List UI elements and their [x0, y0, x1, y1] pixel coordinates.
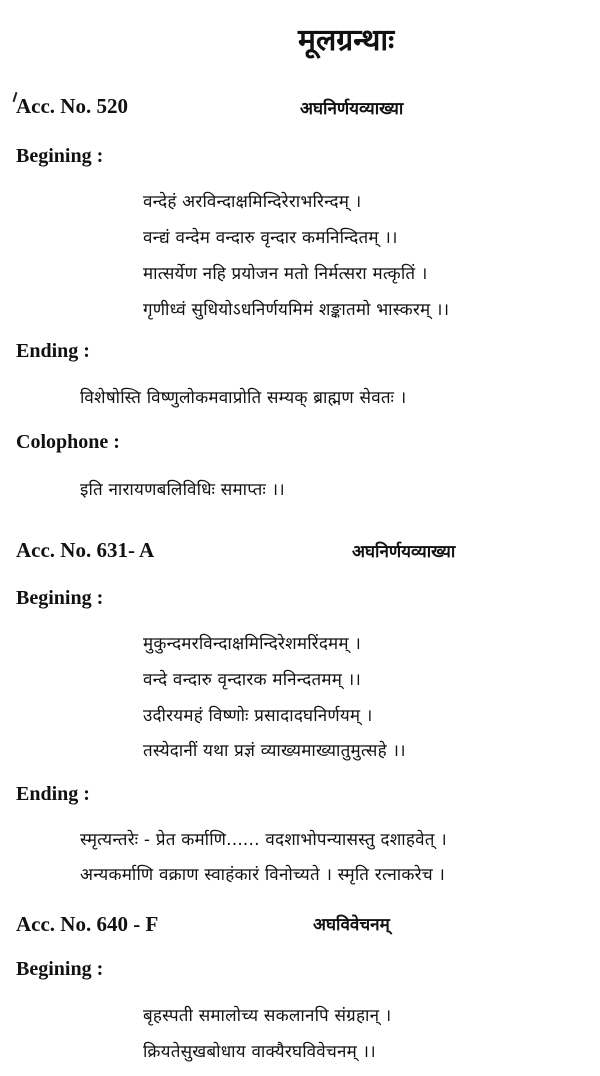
- verse-line: क्रियतेसुखबोधाय वाक्यैरघविवेचनम् ।।: [143, 1042, 376, 1062]
- ending-label: Ending :: [16, 783, 90, 805]
- work-title: अघनिर्णयव्याख्या: [352, 542, 456, 562]
- verse-line: विशेषोस्ति विष्णुलोकमवाप्रोति सम्यक् ब्राह्मण सेवतः ।: [80, 388, 407, 408]
- verse-line: वन्द्यं वन्देम वन्दारु वृन्दार कमनिन्दितम् ।।: [143, 228, 398, 248]
- work-title: अघविवेचनम्: [313, 915, 390, 935]
- acc-number: Acc. No. 640 - F: [16, 912, 159, 936]
- beginning-label: Begining :: [16, 587, 104, 609]
- colophon-text: इति नारायणबलिविधिः समाप्तः ।।: [80, 480, 285, 500]
- page-title: मूलग्रन्थाः: [298, 23, 395, 58]
- ending-label: Ending :: [16, 340, 90, 362]
- verse-line: स्मृत्यन्तरेः - प्रेत कर्माणि...... वदशाभोपन्यासस्तु दशाहवेत् ।: [80, 830, 447, 850]
- verse-line: मात्सर्येण नहि प्रयोजन मतो निर्मत्सरा मत्कृतिं ।: [143, 264, 428, 284]
- colophon-label: Colophone :: [16, 431, 120, 453]
- beginning-label: Begining :: [16, 145, 104, 167]
- verse-line: उदीरयमहं विष्णोः प्रसादादघनिर्णयम् ।: [143, 706, 373, 726]
- verse-line: मुकुन्दमरविन्दाक्षमिन्दिरेशमरिंदमम् ।: [143, 634, 362, 654]
- work-title: अघनिर्णयव्याख्या: [300, 99, 404, 119]
- beginning-label: Begining :: [16, 958, 104, 980]
- verse-line: बृहस्पती समालोच्य सकलानपि संग्रहान् ।: [143, 1006, 392, 1026]
- verse-line: वन्देहं अरविन्दाक्षमिन्दिरेराभरिन्दम् ।: [143, 192, 362, 212]
- verse-line: अन्यकर्माणि वक्राण स्वाहंकारं विनोच्यते । स्मृति रत्नाकरेच ।: [80, 865, 446, 885]
- verse-line: वन्दे वन्दारु वृन्दारक मनिन्दतमम् ।।: [143, 670, 361, 690]
- acc-number: Acc. No. 520: [16, 94, 128, 118]
- verse-line: गृणीध्वं सुधियोऽधनिर्णयमिमं शङ्कातमो भास्करम् ।।: [143, 300, 450, 320]
- verse-line: तस्येदानीं यथा प्रज्ञं व्याख्यमाख्यातुमुत्सहे ।।: [143, 741, 406, 761]
- acc-number: Acc. No. 631- A: [16, 538, 155, 562]
